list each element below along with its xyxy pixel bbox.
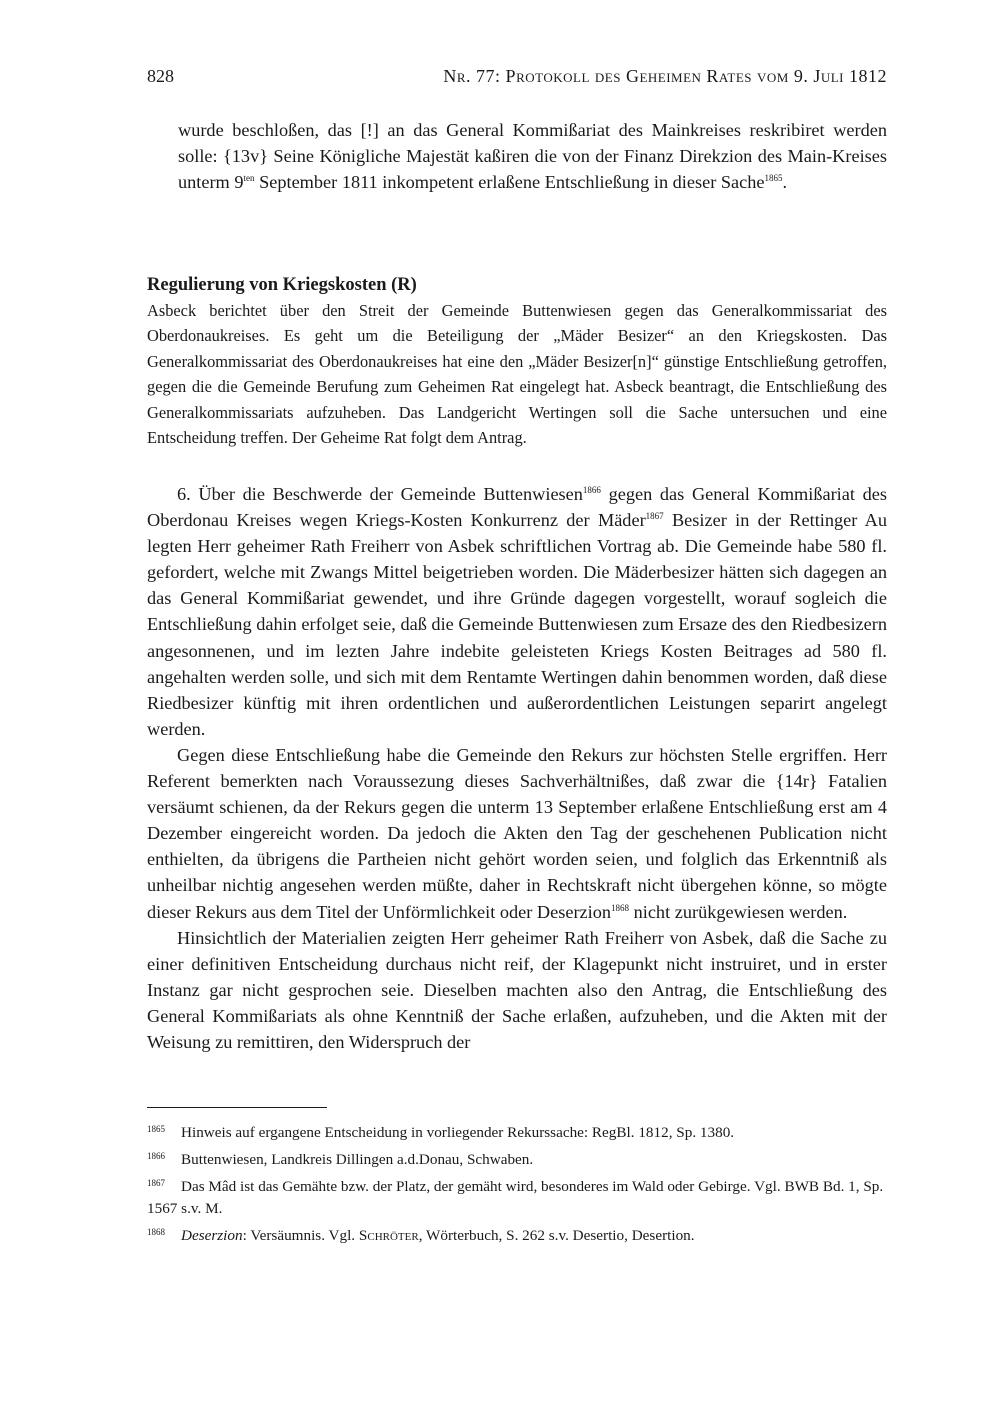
footnote-1865: 1865 Hinweis auf ergangene Entscheidung in vorliegender Rekurssache: RegBl. 1812, Sp. 1380. (147, 1124, 735, 1141)
running-header (147, 66, 887, 94)
paragraph-6: 6. Über die Beschwerde der Gemeinde Buttenwiesen$^{1866}$ gegen das General Kommißariat des Oberdonau Kreises wegen Kriegs-Kosten Konkurrenz der Mäder$^{1867}$ Besizer in der Rettinger Au legten Herr geheimer Rath Freiherr von Asbek schriftlichen Vortrag ab. Die Gemeinde habe 580 fl. gefordert, welche mit Zwangs Mittel beigetrieben worden. Die Mäderbesizer hätten sich dagegen an das General Kommißariat gewendet, und ihre Gründe dagegen vorgestellt, worauf sogleich die Entschließung dahin erfolget seie, daß die Gemeinde Buttenwiesen zum Ersaze des den Riedbesizern angesonnenen, und im lezten Jahre indebite geleisteten Kriegs Kosten Beitrages ad 580 fl. angehalten werden solle, und sich mit dem Rentamte Wertingen dahin benommen worden, daß diese Riedbesizer künftig mit ihren ordentlichen und außerordentlichen Leistungen separirt angelegt werden. (147, 484, 887, 739)
paragraph-rekurs: Gegen diese Entschließung habe die Gemeinde den Rekurs zur höchsten Stelle ergriffen. Herr Referent bemerkten nach Voraussezung dieses Sachverhältnißes, daß zwar die {14r} Fatalien versäumt schienen, da der Rekurs gegen die unterm 13 September erlaßene Entschließung erst am 4 Dezember eingereicht worden. Da jedoch die Akten den Tag der geschehenen Publication nicht enthielten, da übrigens die Partheien nicht gehört worden seien, und folglich das Erkenntniß als unheilbar nichtig angesehen werden müßte, daher in Rechtskraft nicht übergehen könne, so mögte dieser Rekurs aus dem Titel der Unförmlichkeit oder Deserzion$^{1868}$ nicht zurükgewiesen werden. (147, 744, 887, 922)
page-number: 828 (147, 66, 174, 86)
footnote-1866: 1866 Buttenwiesen, Landkreis Dillingen a.d.Donau, Schwaben. (147, 1151, 534, 1168)
footnote-ref-1867: 1867 (645, 511, 664, 522)
author-name: Schröter (358, 1227, 419, 1244)
footnote-ref-1866: 1866 (582, 485, 601, 495)
superscript-ten: ten (243, 173, 255, 184)
main-text (147, 481, 887, 1055)
opening-paragraph: wurde beschloßen, das [!] an das General Kommißariat des Mainkreises reskribiret werden solle: {13v} Seine Königliche Majestät kaßiren die von der Finanz Direkzion des Main-Kreises unterm $9^{ten}$ September 1811 inkompetent erlaßene Entschließung in dieser Sache$^{1865}$. (178, 120, 887, 193)
footnote-ref-1865: 1865 (764, 173, 783, 184)
footnote-term: Deserzion (181, 1227, 243, 1244)
paragraph-materialien: Hinsichtlich der Materialien zeigten Herr geheimer Rath Freiherr von Asbek, daß die Sache zu einer definitiven Entscheidung durchaus nicht reif, der Klagepunkt nicht instruiret, und in erster Instanz gar nicht gesprochen seie. Dieselben machten also den Antrag, die Entschließung des General Kommißariats als ohne Kenntniß der Sache erlaßen, aufzuheben, und die Akten mit der Weisung zu remittiren, den Widerspruch der (147, 927, 887, 1052)
footnote-ref-1868: 1868 (611, 902, 630, 913)
footnotes (147, 1122, 887, 1252)
footnote-1867: 1867 Das Mâd ist das Gemähte bzw. der Platz, der gemäht wird, besonderes im Wald oder Gebirge. Vgl. BWB Bd. 1, Sp. 1567 s.v. M. (147, 1178, 884, 1217)
footnote-divider (147, 1107, 327, 1108)
running-title: Nr. 77: Protokoll des Geheimen Rates vom 9. Juli 1812 (443, 66, 887, 86)
footnote-1868: 1868 Deserzion: Versäumnis. Vgl. Schröter, Wörterbuch, S. 262 s.v. Desertio, Desertion. (147, 1227, 695, 1244)
section-summary: Asbeck berichtet über den Streit der Gemeinde Buttenwiesen gegen das Generalkommissariat des Oberdonaukreises. Es geht um die Beteiligung der „Mäder Besizer“ an den Kriegskosten. Das Generalkommissariat des Oberdonaukreises hat eine den „Mäder Besizer[n]“ günstige Entschließung getroffen, gegen die die Gemeinde Berufung zum Geheimen Rat eingelegt hat. Asbeck beantragt, die Entschließung des Generalkommissariats aufzuheben. Das Landgericht Wertingen soll die Sache untersuchen und eine Entscheidung treffen. Der Geheime Rat folgt dem Antrag. (147, 301, 887, 448)
section-heading: Regulierung von Kriegskosten (R) (147, 275, 417, 295)
